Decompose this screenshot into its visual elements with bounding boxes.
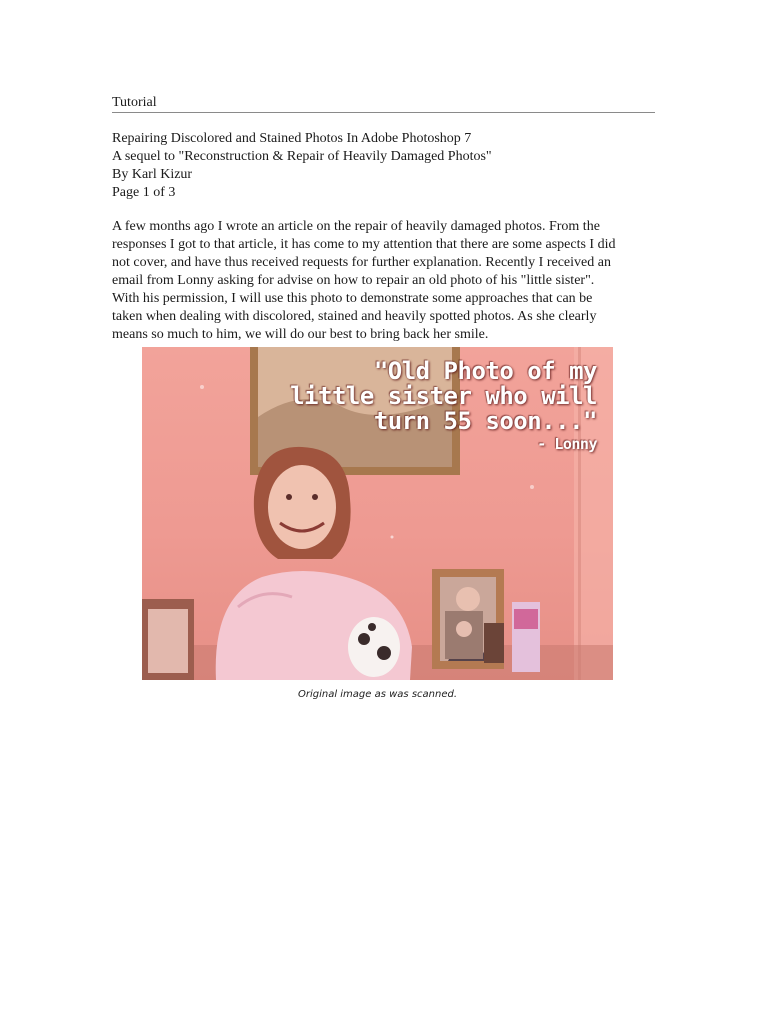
quote-signature: - Lonny — [537, 435, 597, 453]
section-header: Tutorial — [112, 94, 655, 113]
intro-line: taken when dealing with discolored, stained and heavily spotted photos. As she clearly — [112, 309, 597, 324]
intro-line: responses I got to that article, it has come to my attention that there are some aspects I did — [112, 237, 616, 252]
girl-face — [268, 465, 336, 549]
intro-line: means so much to him, we will do our best to bring back her smile. — [112, 327, 489, 342]
intro-line: With his permission, I will use this photo to demonstrate some approaches that can be — [112, 291, 593, 306]
quote-line: little sister who will — [290, 382, 597, 410]
photo-quote-overlay — [290, 359, 597, 454]
intro-line: email from Lonny asking for advise on how to repair an old photo of his "little sister". — [112, 273, 595, 288]
intro-line: not cover, and have thus received requests for further explanation. Recently I received an — [112, 255, 611, 270]
quote-line: turn 55 soon..." — [373, 407, 597, 435]
quote-line: "Old Photo of my — [373, 357, 597, 385]
article-byline: By Karl Kizur — [112, 167, 193, 182]
article-subtitle: A sequel to "Reconstruction & Repair of Heavily Damaged Photos" — [112, 149, 492, 164]
article-title: Repairing Discolored and Stained Photos In Adobe Photoshop 7 — [112, 131, 472, 146]
intro-line: A few months ago I wrote an article on the repair of heavily damaged photos. From the — [112, 219, 600, 234]
page-indicator: Page 1 of 3 — [112, 185, 176, 200]
scanned-photo — [142, 347, 613, 680]
article-meta — [112, 130, 672, 202]
photo-caption: Original image as was scanned. — [297, 689, 458, 700]
intro-paragraph — [112, 218, 660, 344]
